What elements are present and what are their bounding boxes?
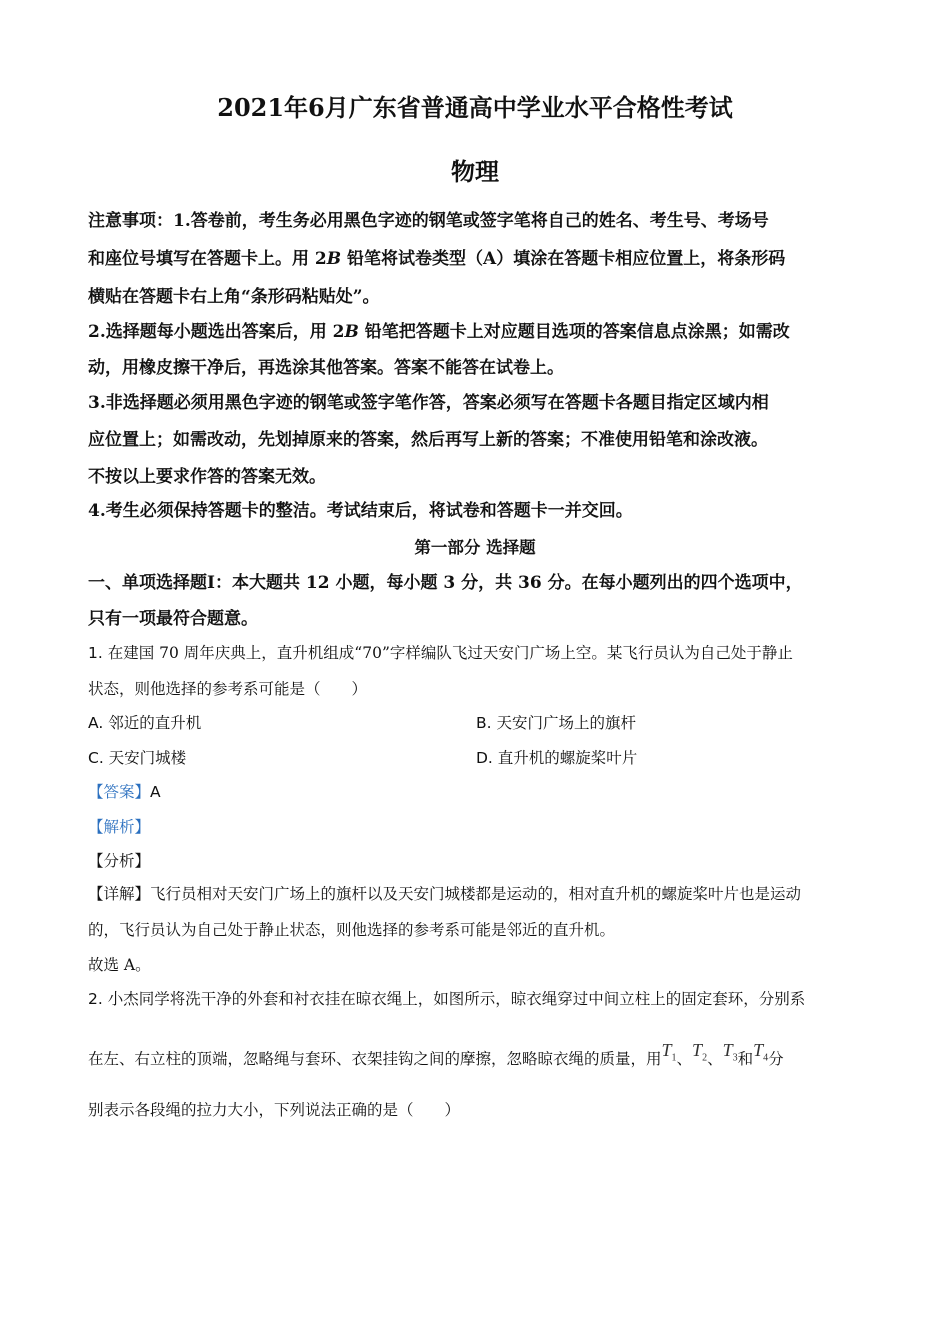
notice-line-2: 和座位号填写在答题卡上。用 2B 铅笔将试卷类型（A）填涂在答题卡相应位置上，将条形码 — [88, 249, 786, 269]
q1-answer: 【答案】A — [88, 783, 161, 801]
q1-analysis-tag: 【解析】 — [88, 818, 151, 836]
notice-line-9: 4.考生必须保持答题卡的整洁。考试结束后，将试卷和答题卡一并交回。 — [88, 501, 633, 521]
t3-symbol: $T_3$ — [722, 1040, 738, 1064]
subject-title: 物理 — [451, 157, 499, 186]
notice-line-5: 动，用橡皮擦干净后，再选涂其他答案。答案不能答在试卷上。 — [88, 358, 564, 378]
notice-line-1: 注意事项：1.答卷前，考生务必用黑色字迹的钢笔或签字笔将自己的姓名、考生号、考场号 — [88, 211, 769, 231]
q1-detail-line-1: 【详解】飞行员相对天安门广场上的旗杆以及天安门城楼都是运动的，相对直升机的螺旋桨叶片也是运动 — [88, 885, 802, 903]
notice-line-8: 不按以上要求作答的答案无效。 — [88, 467, 326, 487]
q1-line-1: 1. 在建国 70 周年庆典上，直升机组成“70”字样编队飞过天安门广场上空。某飞行员认为自己处于静止 — [88, 644, 793, 662]
notice-line-3: 横贴在答题卡右上角“条形码粘贴处”。 — [88, 287, 380, 307]
notice-line-4: 2.选择题每小题选出答案后，用 2B 铅笔把答题卡上对应题目选项的答案信息点涂黑；如需改 — [88, 322, 790, 342]
q1-fenxi: 【分析】 — [88, 852, 151, 870]
t4-symbol: $T_4$ — [753, 1040, 769, 1064]
part-heading: 第一部分 选择题 — [414, 538, 536, 557]
q1-option-c: C. 天安门城楼 — [88, 749, 187, 767]
q1-detail-line-2: 的，飞行员认为自己处于静止状态，则他选择的参考系可能是邻近的直升机。 — [88, 921, 616, 939]
q1-option-a: A. 邻近的直升机 — [88, 714, 202, 732]
q2-line-2: 在左、右立柱的顶端，忽略绳与套环、衣架挂钩之间的摩擦，忽略晾衣绳的质量，用$T_1$、$T_2$、$T_3$和$T_4$分 — [88, 1040, 784, 1068]
q1-option-b: B. 天安门广场上的旗杆 — [476, 714, 636, 732]
section-line-2: 只有一项最符合题意。 — [88, 609, 258, 629]
t1-symbol: $T_1$ — [661, 1040, 677, 1064]
section-line-1: 一、单项选择题Ⅰ：本大题共 12 小题，每小题 3 分，共 36 分。在每小题列出的四个选项中， — [88, 573, 803, 593]
q2-line-3: 别表示各段绳的拉力大小，下列说法正确的是（ ） — [88, 1101, 461, 1119]
q1-line-2: 状态，则他选择的参考系可能是（ ） — [88, 680, 368, 698]
q1-conclusion: 故选 A。 — [88, 956, 151, 974]
answer-tag: 【答案】 — [88, 783, 151, 801]
q2-line-1: 2. 小杰同学将洗干净的外套和衬衣挂在晾衣绳上，如图所示，晾衣绳穿过中间立柱上的固定套环，分别系 — [88, 990, 806, 1008]
q1-option-d: D. 直升机的螺旋桨叶片 — [476, 749, 638, 767]
exam-title: 2021年6月广东省普通高中学业水平合格性考试 — [217, 93, 733, 122]
t2-symbol: $T_2$ — [692, 1040, 708, 1064]
notice-line-7: 应位置上；如需改动，先划掉原来的答案，然后再写上新的答案；不准使用铅笔和涂改液。 — [88, 430, 768, 450]
notice-line-6: 3.非选择题必须用黑色字迹的钢笔或签字笔作答，答案必须写在答题卡各题目指定区域内相 — [88, 393, 769, 413]
